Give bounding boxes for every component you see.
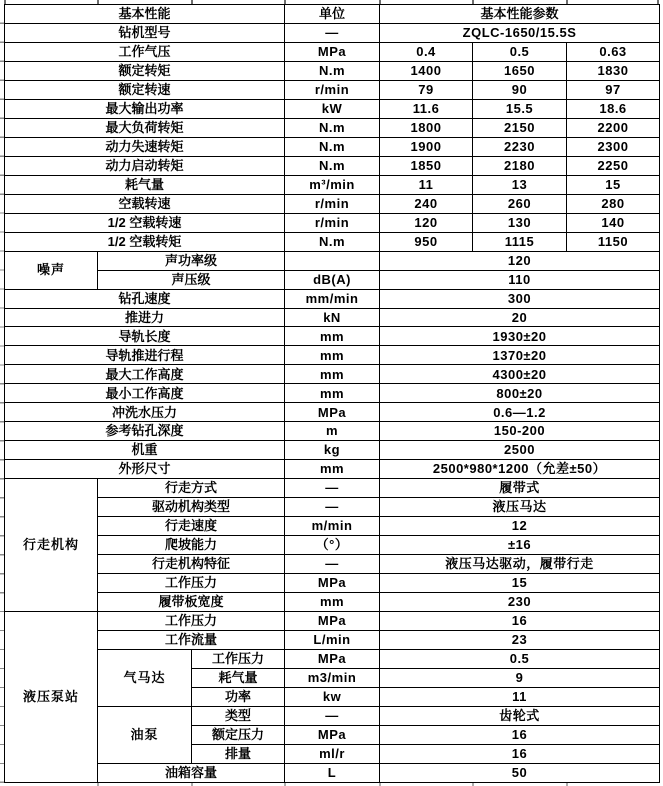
label-cell: 工作气压 <box>5 42 285 61</box>
label-cell: 额定压力 <box>192 725 285 744</box>
label-cell: 最小工作高度 <box>5 384 285 403</box>
unit-cell: — <box>285 555 380 574</box>
label-cell: 油箱容量 <box>98 763 285 782</box>
value-cell: 0.63 <box>567 42 660 61</box>
unit-cell: MPa <box>285 574 380 593</box>
value-cell: 260 <box>473 194 567 213</box>
value-cell: 9 <box>380 668 660 687</box>
value-cell: 液压马达驱动，履带行走 <box>380 555 660 574</box>
value-cell: 23 <box>380 630 660 649</box>
table-row <box>5 156 660 175</box>
value-cell: 16 <box>380 725 660 744</box>
unit-cell: r/min <box>285 80 380 99</box>
unit-cell: ml/r <box>285 744 380 763</box>
label-cell: 工作压力 <box>192 649 285 668</box>
value-cell: 2250 <box>567 156 660 175</box>
table-row <box>5 403 660 422</box>
unit-cell: mm <box>285 384 380 403</box>
value-cell: 140 <box>567 213 660 232</box>
unit-cell: N.m <box>285 156 380 175</box>
table-row <box>5 517 660 536</box>
label-cell: 钻孔速度 <box>5 289 285 308</box>
table-row <box>5 593 660 612</box>
value-cell: 11.6 <box>380 99 473 118</box>
value-cell: 16 <box>380 744 660 763</box>
table-row <box>5 649 660 668</box>
value-cell: 1150 <box>567 232 660 251</box>
value-cell: 16 <box>380 612 660 631</box>
label-cell: 钻机型号 <box>5 23 285 42</box>
label-cell: 行走方式 <box>98 479 285 498</box>
table-row <box>5 99 660 118</box>
label-cell: 行走速度 <box>98 517 285 536</box>
unit-cell: mm <box>285 365 380 384</box>
table-row <box>5 346 660 365</box>
label-cell: 最大负荷转矩 <box>5 118 285 137</box>
value-cell: 0.5 <box>473 42 567 61</box>
table-row <box>5 460 660 479</box>
unit-cell: dB(A) <box>285 270 380 289</box>
group-cell: 噪声 <box>5 251 98 289</box>
unit-cell: m³/min <box>285 175 380 194</box>
unit-cell: N.m <box>285 118 380 137</box>
label-cell: 工作压力 <box>98 574 285 593</box>
value-cell: 18.6 <box>567 99 660 118</box>
label-cell: 耗气量 <box>192 668 285 687</box>
table-row <box>5 194 660 213</box>
label-cell: 工作压力 <box>98 612 285 631</box>
value-cell: 20 <box>380 308 660 327</box>
label-cell: 机重 <box>5 441 285 460</box>
value-cell: 230 <box>380 593 660 612</box>
table-row <box>5 270 660 289</box>
spec-table-body <box>5 5 660 783</box>
label-cell: 1/2 空载转矩 <box>5 232 285 251</box>
table-row <box>5 763 660 782</box>
label-cell: 额定转速 <box>5 80 285 99</box>
table-row <box>5 308 660 327</box>
label-cell: 爬坡能力 <box>98 536 285 555</box>
value-cell: 800±20 <box>380 384 660 403</box>
table-row <box>5 479 660 498</box>
table-row <box>5 251 660 270</box>
label-cell: 驱动机构类型 <box>98 498 285 517</box>
table-row <box>5 213 660 232</box>
table-row <box>5 23 660 42</box>
value-cell: 液压马达 <box>380 498 660 517</box>
label-cell: 动力失速转矩 <box>5 137 285 156</box>
unit-cell: kg <box>285 441 380 460</box>
label-cell: 推进力 <box>5 308 285 327</box>
table-row <box>5 555 660 574</box>
value-cell: ±16 <box>380 536 660 555</box>
value-cell: 240 <box>380 194 473 213</box>
table-row <box>5 137 660 156</box>
value-cell: 1850 <box>380 156 473 175</box>
value-cell: 1115 <box>473 232 567 251</box>
unit-cell: — <box>285 706 380 725</box>
table-row <box>5 80 660 99</box>
value-cell: 300 <box>380 289 660 308</box>
table-row <box>5 498 660 517</box>
label-cell: 功率 <box>192 687 285 706</box>
value-cell: 15 <box>567 175 660 194</box>
table-row <box>5 612 660 631</box>
table-row <box>5 574 660 593</box>
value-cell: 79 <box>380 80 473 99</box>
label-cell: 履带板宽度 <box>98 593 285 612</box>
header-label-cell: 基本性能 <box>5 5 285 24</box>
value-cell: 50 <box>380 763 660 782</box>
unit-cell: m <box>285 422 380 441</box>
spec-table <box>4 4 660 783</box>
header-value-cell: 基本性能参数 <box>380 5 660 24</box>
group-cell: 行走机构 <box>5 479 98 612</box>
label-cell: 参考钻孔深度 <box>5 422 285 441</box>
unit-cell: — <box>285 498 380 517</box>
unit-cell: r/min <box>285 213 380 232</box>
unit-cell: N.m <box>285 137 380 156</box>
value-cell: 1900 <box>380 137 473 156</box>
table-row <box>5 441 660 460</box>
table-row <box>5 118 660 137</box>
value-cell: 1830 <box>567 61 660 80</box>
table-row <box>5 706 660 725</box>
unit-cell: mm <box>285 460 380 479</box>
unit-cell: kw <box>285 687 380 706</box>
value-cell: 齿轮式 <box>380 706 660 725</box>
unit-cell: mm <box>285 346 380 365</box>
label-cell: 最大输出功率 <box>5 99 285 118</box>
unit-cell: mm <box>285 593 380 612</box>
group-cell: 油泵 <box>98 706 192 763</box>
value-cell: 2300 <box>567 137 660 156</box>
label-cell: 1/2 空载转速 <box>5 213 285 232</box>
group-cell: 液压泵站 <box>5 612 98 783</box>
table-row <box>5 5 660 24</box>
label-cell: 耗气量 <box>5 175 285 194</box>
table-row <box>5 536 660 555</box>
value-cell: 90 <box>473 80 567 99</box>
table-row <box>5 422 660 441</box>
value-cell: ZQLC-1650/15.5S <box>380 23 660 42</box>
unit-cell: kW <box>285 99 380 118</box>
unit-cell: L <box>285 763 380 782</box>
value-cell: 120 <box>380 213 473 232</box>
value-cell: 2180 <box>473 156 567 175</box>
value-cell: 110 <box>380 270 660 289</box>
value-cell: 97 <box>567 80 660 99</box>
unit-cell: mm/min <box>285 289 380 308</box>
unit-cell: — <box>285 23 380 42</box>
value-cell: 13 <box>473 175 567 194</box>
value-cell: 2230 <box>473 137 567 156</box>
value-cell: 1370±20 <box>380 346 660 365</box>
value-cell: 2150 <box>473 118 567 137</box>
label-cell: 类型 <box>192 706 285 725</box>
label-cell: 导轨推进行程 <box>5 346 285 365</box>
unit-cell: m3/min <box>285 668 380 687</box>
value-cell: 950 <box>380 232 473 251</box>
value-cell: 4300±20 <box>380 365 660 384</box>
value-cell: 2500 <box>380 441 660 460</box>
value-cell: 150-200 <box>380 422 660 441</box>
value-cell: 130 <box>473 213 567 232</box>
table-row <box>5 327 660 346</box>
value-cell: 1400 <box>380 61 473 80</box>
unit-cell: m/min <box>285 517 380 536</box>
table-row <box>5 61 660 80</box>
value-cell: 280 <box>567 194 660 213</box>
value-cell: 0.4 <box>380 42 473 61</box>
table-row <box>5 232 660 251</box>
unit-cell: （°） <box>285 536 380 555</box>
unit-cell: MPa <box>285 612 380 631</box>
label-cell: 空载转速 <box>5 194 285 213</box>
label-cell: 工作流量 <box>98 630 285 649</box>
table-row <box>5 42 660 61</box>
value-cell: 1800 <box>380 118 473 137</box>
table-row <box>5 630 660 649</box>
value-cell: 12 <box>380 517 660 536</box>
label-cell: 行走机构特征 <box>98 555 285 574</box>
table-row <box>5 384 660 403</box>
value-cell: 1930±20 <box>380 327 660 346</box>
table-row <box>5 175 660 194</box>
label-cell: 导轨长度 <box>5 327 285 346</box>
value-cell: 2500*980*1200（允差±50） <box>380 460 660 479</box>
label-cell: 声功率级 <box>98 251 285 270</box>
value-cell: 履带式 <box>380 479 660 498</box>
unit-cell: N.m <box>285 232 380 251</box>
label-cell: 动力启动转矩 <box>5 156 285 175</box>
value-cell: 15 <box>380 574 660 593</box>
unit-cell: r/min <box>285 194 380 213</box>
label-cell: 最大工作高度 <box>5 365 285 384</box>
label-cell: 冲洗水压力 <box>5 403 285 422</box>
value-cell: 120 <box>380 251 660 270</box>
label-cell: 外形尺寸 <box>5 460 285 479</box>
label-cell: 额定转矩 <box>5 61 285 80</box>
value-cell: 1650 <box>473 61 567 80</box>
value-cell: 0.5 <box>380 649 660 668</box>
unit-cell: mm <box>285 327 380 346</box>
label-cell: 声压级 <box>98 270 285 289</box>
unit-cell: MPa <box>285 42 380 61</box>
unit-cell: kN <box>285 308 380 327</box>
value-cell: 0.6—1.2 <box>380 403 660 422</box>
value-cell: 11 <box>380 687 660 706</box>
value-cell: 15.5 <box>473 99 567 118</box>
unit-cell <box>285 251 380 270</box>
unit-cell: N.m <box>285 61 380 80</box>
label-cell: 排量 <box>192 744 285 763</box>
unit-cell: MPa <box>285 649 380 668</box>
unit-cell: MPa <box>285 403 380 422</box>
group-cell: 气马达 <box>98 649 192 706</box>
value-cell: 2200 <box>567 118 660 137</box>
unit-cell: — <box>285 479 380 498</box>
value-cell: 11 <box>380 175 473 194</box>
unit-cell: MPa <box>285 725 380 744</box>
header-unit-cell: 单位 <box>285 5 380 24</box>
table-row <box>5 289 660 308</box>
unit-cell: L/min <box>285 630 380 649</box>
table-row <box>5 365 660 384</box>
